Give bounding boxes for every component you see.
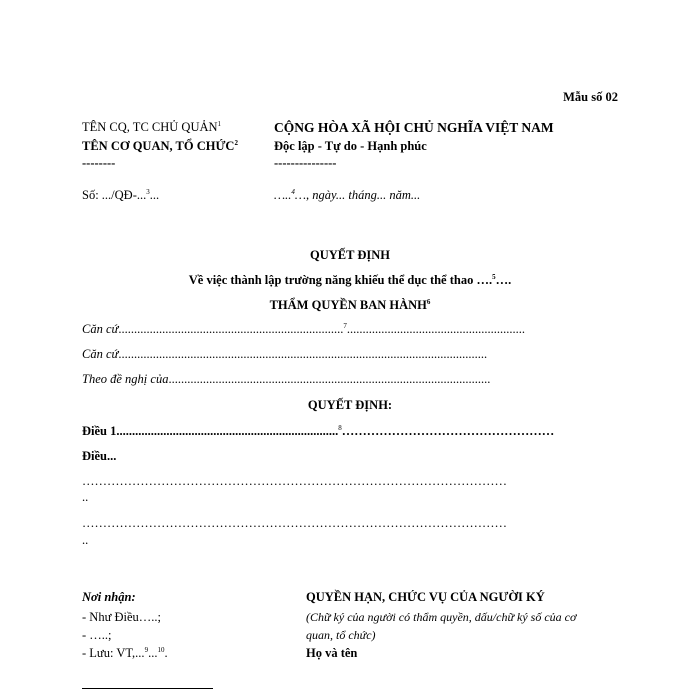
document-number-prefix: Số: .../QĐ-...: [82, 188, 147, 202]
recipients-title: Nơi nhận:: [82, 590, 136, 604]
footnote-ref: 2: [234, 138, 238, 147]
form-number: Mẫu số 02: [563, 90, 618, 104]
place-date-prefix: …..: [274, 188, 292, 202]
signer-note-line-1: (Chữ ký của người có thẩm quyền, dấu/chữ ký số của cơ: [306, 610, 577, 624]
place-date-suffix: …, ngày... tháng... năm...: [294, 188, 421, 202]
agency-name: [82, 139, 238, 154]
document-subject: [0, 273, 700, 288]
footnote-ref: 7: [343, 321, 347, 330]
signer-note-line-2: quan, tổ chức): [306, 628, 376, 642]
article-label: Điều 1: [82, 424, 117, 438]
fill-dots: .......................................................................: [116, 424, 339, 438]
archive-mid: ...: [148, 646, 158, 660]
footnote-ref: 9: [144, 645, 149, 654]
footnote-ref: 5: [492, 272, 496, 281]
issuing-authority: [0, 298, 700, 313]
fill-dots: ........................................................................: [118, 322, 344, 336]
signer-name: Họ và tên: [306, 646, 358, 660]
preamble-line-2: [82, 347, 534, 362]
archive-suffix: .: [164, 646, 168, 660]
fill-dots: ……………………………………………: [341, 424, 555, 438]
footnote-separator: [82, 688, 213, 689]
right-divider: ---------------: [274, 156, 337, 170]
signer-title: QUYỀN HẠN, CHỨC VỤ CỦA NGƯỜI KÝ: [306, 590, 545, 604]
recipient-item-archive: [82, 646, 168, 661]
parent-agency-text: TÊN CQ, TC CHỦ QUẢN: [82, 120, 218, 134]
document-number-suffix: ...: [149, 188, 160, 202]
footnote-ref: 8: [338, 423, 342, 432]
footnote-ref: 6: [426, 297, 431, 306]
article-line-2-tail: ..: [82, 533, 89, 547]
article-line-2: …………………………………………………………………………………………: [82, 516, 507, 530]
fill-dots: .........................................................: [346, 322, 525, 336]
fill-dots: ......................................................................................................................: [118, 347, 488, 361]
preamble-line-3: [82, 372, 534, 387]
place-date: [274, 188, 420, 203]
national-title: CỘNG HÒA XÃ HỘI CHỦ NGHĨA VIỆT NAM: [274, 120, 554, 135]
fill-dots: .......................................................................................................: [168, 372, 491, 386]
article-line-1: …………………………………………………………………………………………: [82, 474, 507, 488]
footnote-ref: 10: [157, 645, 165, 654]
subject-text: Về việc thành lập trường năng khiếu thể dục thể thao ….: [188, 273, 493, 287]
footnote-ref: 3: [146, 187, 150, 196]
footnote-ref: 4: [291, 187, 295, 196]
recipient-item: - …..;: [82, 628, 112, 642]
document-number: [82, 188, 159, 203]
authority-text: THẨM QUYỀN BAN HÀNH: [269, 298, 427, 312]
article-next-label: Điều...: [82, 449, 117, 463]
preamble-label: Theo đề nghị của: [82, 372, 169, 386]
preamble-label: Căn cứ: [82, 347, 119, 361]
parent-agency-name: [82, 120, 221, 135]
agency-name-text: TÊN CƠ QUAN, TỔ CHỨC: [82, 139, 235, 153]
article-1: [82, 424, 554, 439]
archive-prefix: - Lưu: VT,...: [82, 646, 145, 660]
preamble-label: Căn cứ: [82, 322, 119, 336]
decision-heading: QUYẾT ĐỊNH:: [307, 398, 393, 412]
left-divider: --------: [82, 156, 116, 170]
article-line-1-tail: ..: [82, 490, 89, 504]
subject-suffix: ….: [495, 273, 512, 287]
preamble-line-1: [82, 322, 534, 337]
recipient-item: - Như Điều…..;: [82, 610, 161, 624]
national-motto: Độc lập - Tự do - Hạnh phúc: [274, 139, 427, 153]
document-title: QUYẾT ĐỊNH: [310, 248, 390, 262]
footnote-ref: 1: [217, 119, 222, 128]
